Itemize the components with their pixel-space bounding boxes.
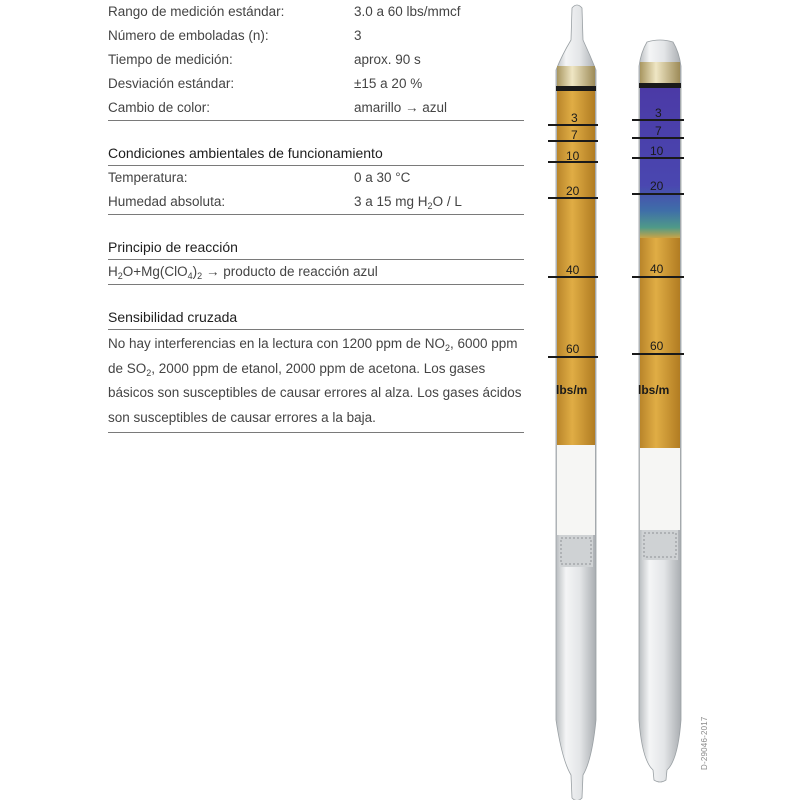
tube-scale-mark: 60 [566,342,580,356]
spec-value: amarillo → azul [354,100,448,115]
tube-unit-label: lbs/m [638,383,670,397]
spec-value: ±15 a 20 % [354,76,423,91]
tube-unit-label: lbs/m [556,383,588,397]
tube-used [632,40,684,782]
spec-label: Cambio de color: [108,100,211,115]
tube-scale-mark: 20 [650,179,664,193]
tube-scale-mark: 10 [566,149,580,163]
tube-unused [548,5,598,800]
tube-scale-mark: 10 [650,144,664,158]
spec-label: Número de emboladas (n): [108,28,269,43]
spec-value: 3 [354,28,362,43]
tube-scale-mark: 7 [571,128,578,142]
spec-value: 3 a 15 mg $H_2O$ / L [354,194,462,211]
spec-label: Rango de medición estándar: [108,4,285,19]
spec-value: 3.0 a 60 lbs/mmcf [354,4,461,19]
reaction-formula: $H_2O+Mg(ClO_4)_2$ → producto de reacción azul [108,264,378,281]
spec-label: Tiempo de medición: [108,52,233,67]
tube-scale-mark: 40 [650,262,664,276]
tube-scale-mark: 7 [655,124,662,138]
tube-scale-mark: 60 [650,339,664,353]
tube-scale-mark: 40 [566,263,580,277]
tube-scale-mark: 20 [566,184,580,198]
spec-label: Humedad absoluta: [108,194,226,209]
spec-label: Desviación estándar: [108,76,235,91]
cross-sensitivity-heading: Sensibilidad cruzada [108,309,238,325]
cross-sensitivity-text: No hay interferencias en la lectura con 1200 ppm de $NO_2$, 6000 ppm de $SO_2$, 2000 ppm de etanol, 2000 ppm de acetona. Los gases básicos son susceptibles de causar errores al alza. Los gases ácidos son susceptibles de causar errores a la baja. [108,336,522,425]
conditions-heading: Condiciones ambientales de funcionamiento [108,145,383,161]
spec-value: 0 a 30 °C [354,170,411,185]
tube-scale-mark: 3 [571,111,578,125]
reaction-heading: Principio de reacción [108,239,238,255]
spec-label: Temperatura: [108,170,188,185]
spec-value: aprox. 90 s [354,52,421,67]
document-id: D-29046-2017 [700,716,709,770]
tube-scale-mark: 3 [655,106,662,120]
